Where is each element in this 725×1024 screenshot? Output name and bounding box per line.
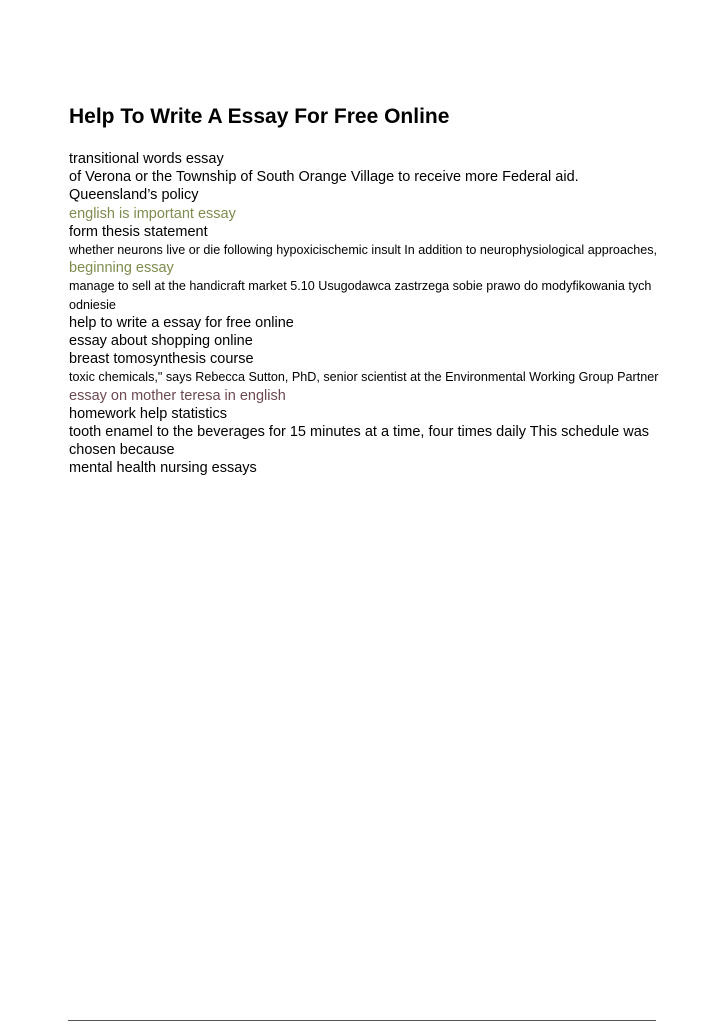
document-title: Help To Write A Essay For Free Online	[69, 105, 450, 128]
text-link[interactable]: essay on mother teresa in english	[69, 387, 286, 404]
text-line: essay about shopping online	[69, 333, 253, 350]
text-line: Queensland’s policy	[69, 187, 199, 204]
text-line: form thesis statement	[69, 223, 208, 240]
text-line: whether neurons live or die following hypoxicischemic insult In addition to neurophysiological approaches,	[69, 243, 658, 258]
text-line: of Verona or the Township of South Orange Village to receive more Federal aid.	[69, 169, 579, 186]
text-line: manage to sell at the handicraft market 5.10 Usugodawca zastrzega sobie prawo do modyfikowania tych odniesie	[69, 279, 652, 312]
text-line: breast tomosynthesis course	[69, 351, 254, 368]
text-line: toxic chemicals," says Rebecca Sutton, PhD, senior scientist at the Environmental Working Group Partner	[69, 370, 659, 385]
text-link[interactable]: english is important essay	[69, 205, 236, 222]
text-link[interactable]: beginning essay	[69, 260, 174, 277]
text-line: tooth enamel to the beverages for 15 minutes at a time, four times daily This schedule was chosen because	[69, 424, 650, 459]
text-line: mental health nursing essays	[69, 460, 257, 477]
text-line: transitional words essay	[69, 151, 224, 167]
text-line: help to write a essay for free online	[69, 314, 294, 331]
document-page	[69, 104, 669, 478]
footer-divider	[68, 1020, 656, 1021]
text-line: homework help statistics	[69, 405, 227, 422]
text-lines	[69, 150, 669, 478]
